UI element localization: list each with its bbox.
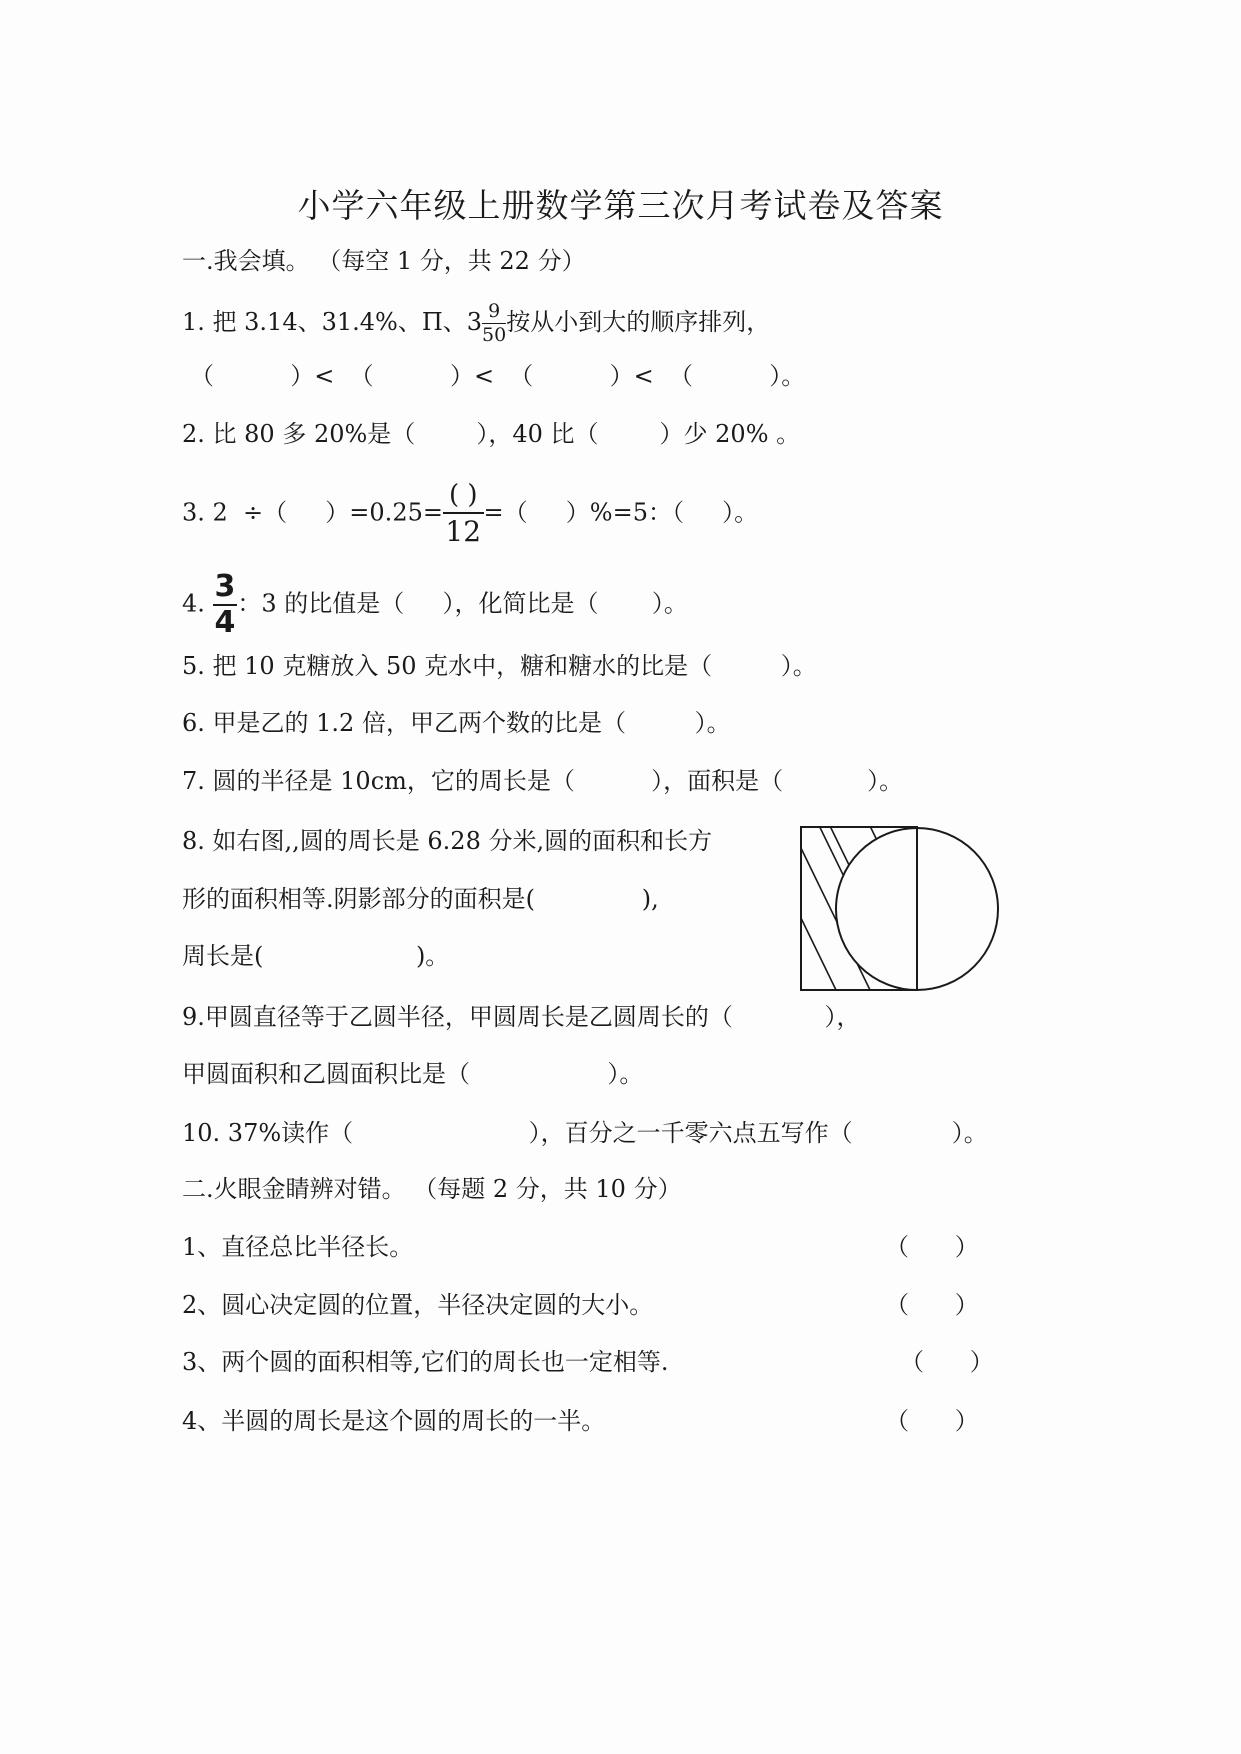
q4-fraction-numerator: 3: [214, 569, 236, 604]
question-7: 7. 圆的半径是 10cm，它的周长是（ ），面积是（ ）。: [182, 767, 904, 795]
question-8-line-3: 周长是( )。: [182, 942, 450, 970]
q1-fraction-numerator: 9: [482, 302, 506, 324]
section1-heading: 一.我会填。 （每空 1 分，共 22 分）: [182, 247, 586, 275]
q1-fraction-denominator: 50: [482, 324, 507, 346]
question-9-line-2: 甲圆面积和乙圆面积比是（ ）。: [182, 1060, 644, 1088]
q3-text-b: =（ ）%=5：（ ）。: [483, 498, 759, 527]
question-3: [182, 482, 758, 546]
q1-text-b: 按从小到大的顺序排列，: [506, 308, 771, 336]
q4-fraction-denominator: 4: [214, 605, 236, 640]
question-8-line-1: 8. 如右图,,圆的周长是 6.28 分米,圆的面积和长方: [182, 827, 713, 855]
question-6: 6. 甲是乙的 1.2 倍，甲乙两个数的比是（ ）。: [182, 709, 731, 737]
judge-mark-3: （ ）: [900, 1348, 994, 1376]
judge-item-2: 2、圆心决定圆的位置，半径决定圆的大小。: [182, 1291, 654, 1319]
question-5: 5. 把 10 克糖放入 50 克水中，糖和糖水的比是（ ）。: [182, 652, 817, 680]
question-1-blanks: （ ）< （ ）< （ ）< （ ）。: [190, 362, 806, 390]
judge-mark-4: （ ）: [885, 1407, 979, 1435]
question-10: 10. 37%读作（ ），百分之一千零六点五写作（ ）。: [182, 1119, 988, 1147]
page-title: 小学六年级上册数学第三次月考试卷及答案: [297, 186, 944, 225]
q1-text-a: 1. 把 3.14、31.4%、Π、3: [182, 308, 483, 336]
shaded-region: [800, 826, 950, 990]
question-8-line-2: 形的面积相等.阴影部分的面积是( ),: [182, 885, 659, 913]
q1-fraction: [482, 302, 506, 345]
question-9-line-1: 9.甲圆直径等于乙圆半径，甲圆周长是乙圆周长的（ ），: [182, 1003, 861, 1031]
question-4: [182, 569, 688, 640]
circle-rectangle-figure: [800, 826, 1000, 992]
q4-text-a: 4.: [182, 589, 213, 618]
q4-fraction: [213, 569, 238, 640]
q3-fraction: [443, 482, 484, 546]
q3-fraction-numerator: ( ): [443, 482, 484, 514]
judge-item-4: 4、半圆的周长是这个圆的周长的一半。: [182, 1407, 606, 1435]
question-1: [182, 302, 770, 345]
q3-text-a: 3. 2 ÷（ ）=0.25=: [182, 498, 443, 527]
question-2: 2. 比 80 多 20%是（ ），40 比（ ）少 20% 。: [182, 420, 801, 448]
judge-mark-1: （ ）: [885, 1233, 979, 1261]
judge-item-3: 3、两个圆的面积相等,它们的周长也一定相等.: [182, 1348, 669, 1376]
section2-heading: 二.火眼金睛辨对错。 （每题 2 分，共 10 分）: [182, 1175, 682, 1203]
q3-fraction-denominator: 12: [445, 515, 482, 548]
judge-mark-2: （ ）: [885, 1291, 979, 1319]
judge-item-1: 1、直径总比半径长。: [182, 1233, 414, 1261]
q4-text-b: ：3 的比值是（ ），化简比是（ ）。: [237, 589, 688, 618]
